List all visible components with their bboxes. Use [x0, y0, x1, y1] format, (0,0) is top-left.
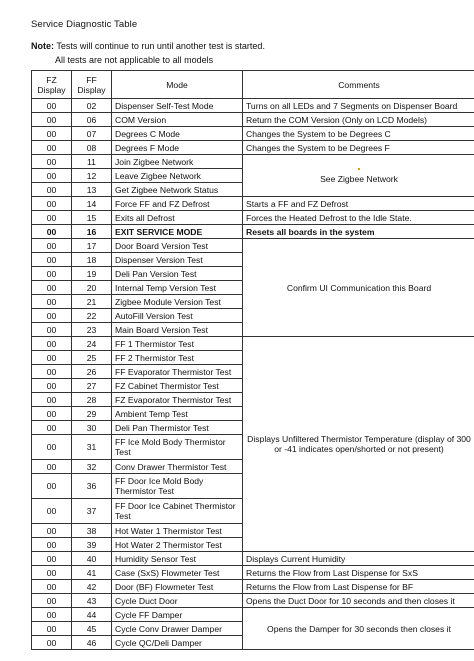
mode-cell: FZ Evaporator Thermistor Test: [112, 393, 243, 407]
marker-dot: [358, 168, 360, 170]
fz-cell: 00: [32, 225, 72, 239]
fz-cell: 00: [32, 393, 72, 407]
table-row: [32, 337, 474, 351]
table-row-exit-service: [32, 225, 474, 239]
mode-cell: FF 2 Thermistor Test: [112, 351, 243, 365]
mode-cell: Cycle QC/Deli Damper: [112, 636, 243, 650]
ff-cell: 43: [72, 594, 112, 608]
table-row: [32, 141, 474, 155]
fz-cell: 00: [32, 594, 72, 608]
header-comments: Comments: [243, 71, 474, 99]
fz-cell: 00: [32, 267, 72, 281]
fz-cell: 00: [32, 127, 72, 141]
mode-cell: EXIT SERVICE MODE: [112, 225, 243, 239]
fz-cell: 00: [32, 622, 72, 636]
table-row: [32, 594, 474, 608]
ff-cell: 42: [72, 580, 112, 594]
note-label: Note:: [31, 41, 54, 51]
mode-cell: FF Door Ice Cabinet Thermistor Test: [112, 499, 243, 524]
note-text: Tests will continue to run until another test is started.: [54, 41, 265, 51]
fz-cell: 00: [32, 407, 72, 421]
fz-cell: 00: [32, 211, 72, 225]
comment-cell: Resets all boards in the system: [243, 225, 474, 239]
fz-cell: 00: [32, 155, 72, 169]
mode-cell: AutoFill Version Test: [112, 309, 243, 323]
mode-cell: Ambient Temp Test: [112, 407, 243, 421]
comment-cell: Returns the Flow from Last Dispense for SxS: [243, 566, 474, 580]
ff-cell: 37: [72, 499, 112, 524]
mode-cell: Cycle Duct Door: [112, 594, 243, 608]
ff-cell: 18: [72, 253, 112, 267]
table-row: [32, 155, 474, 169]
table-row: [32, 127, 474, 141]
table-row: [32, 580, 474, 594]
ff-cell: 02: [72, 99, 112, 113]
fz-cell: 00: [32, 474, 72, 499]
comment-cell: Starts a FF and FZ Defrost: [243, 197, 474, 211]
fz-cell: 00: [32, 239, 72, 253]
mode-cell: Door (BF) Flowmeter Test: [112, 580, 243, 594]
comment-cell: Returns the Flow from Last Dispense for BF: [243, 580, 474, 594]
table-row: [32, 608, 474, 622]
mode-cell: Cycle FF Damper: [112, 608, 243, 622]
mode-cell: Internal Temp Version Test: [112, 281, 243, 295]
fz-cell: 00: [32, 365, 72, 379]
fz-cell: 00: [32, 337, 72, 351]
mode-cell: Force FF and FZ Defrost: [112, 197, 243, 211]
mode-cell: FF 1 Thermistor Test: [112, 337, 243, 351]
table-row: [32, 211, 474, 225]
table-row: [32, 239, 474, 253]
ff-cell: 31: [72, 435, 112, 460]
ff-cell: 19: [72, 267, 112, 281]
fz-cell: 00: [32, 113, 72, 127]
table-row: [32, 99, 474, 113]
header-ff-display: FF Display: [72, 71, 112, 99]
page-title: Service Diagnostic Table: [31, 19, 138, 30]
fz-cell: 00: [32, 351, 72, 365]
mode-cell: Humidity Sensor Test: [112, 552, 243, 566]
fz-cell: 00: [32, 435, 72, 460]
diagnostic-table: [31, 70, 474, 650]
ff-cell: 44: [72, 608, 112, 622]
mode-cell: Degrees C Mode: [112, 127, 243, 141]
fz-cell: 00: [32, 580, 72, 594]
mode-cell: Deli Pan Version Test: [112, 267, 243, 281]
ff-cell: 26: [72, 365, 112, 379]
comment-cell-ui-communication: Confirm UI Communication this Board: [243, 239, 474, 337]
ff-cell: 45: [72, 622, 112, 636]
comment-cell: Turns on all LEDs and 7 Segments on Dispenser Board: [243, 99, 474, 113]
ff-cell: 28: [72, 393, 112, 407]
mode-cell: Zigbee Module Version Test: [112, 295, 243, 309]
mode-cell: Cycle Conv Drawer Damper: [112, 622, 243, 636]
table-row: [32, 566, 474, 580]
fz-cell: 00: [32, 183, 72, 197]
ff-cell: 32: [72, 460, 112, 474]
fz-cell: 00: [32, 295, 72, 309]
ff-cell: 23: [72, 323, 112, 337]
ff-cell: 24: [72, 337, 112, 351]
table-row: [32, 113, 474, 127]
mode-cell: Conv Drawer Thermistor Test: [112, 460, 243, 474]
mode-cell: Degrees F Mode: [112, 141, 243, 155]
ff-cell: 46: [72, 636, 112, 650]
header-mode: Mode: [112, 71, 243, 99]
fz-cell: 00: [32, 281, 72, 295]
mode-cell: FZ Cabinet Thermistor Test: [112, 379, 243, 393]
table-row: [32, 197, 474, 211]
ff-cell: 40: [72, 552, 112, 566]
ff-cell: 11: [72, 155, 112, 169]
comment-cell: Opens the Duct Door for 10 seconds and then closes it: [243, 594, 474, 608]
comment-cell: Return the COM Version (Only on LCD Models): [243, 113, 474, 127]
note-line: [31, 41, 265, 51]
mode-cell: Get Zigbee Network Status: [112, 183, 243, 197]
fz-cell: 00: [32, 323, 72, 337]
mode-cell: Exits all Defrost: [112, 211, 243, 225]
fz-cell: 00: [32, 636, 72, 650]
fz-cell: 00: [32, 169, 72, 183]
fz-cell: 00: [32, 253, 72, 267]
fz-cell: 00: [32, 460, 72, 474]
mode-cell: Leave Zigbee Network: [112, 169, 243, 183]
ff-cell: 14: [72, 197, 112, 211]
mode-cell: Join Zigbee Network: [112, 155, 243, 169]
fz-cell: 00: [32, 197, 72, 211]
ff-cell: 17: [72, 239, 112, 253]
fz-cell: 00: [32, 608, 72, 622]
fz-cell: 00: [32, 309, 72, 323]
mode-cell: Dispenser Self-Test Mode: [112, 99, 243, 113]
comment-cell-damper: Opens the Damper for 30 seconds then closes it: [243, 608, 474, 650]
fz-cell: 00: [32, 421, 72, 435]
ff-cell: 21: [72, 295, 112, 309]
ff-cell: 39: [72, 538, 112, 552]
ff-cell: 06: [72, 113, 112, 127]
note-line-2: All tests are not applicable to all models: [55, 55, 214, 65]
mode-cell: Dispenser Version Test: [112, 253, 243, 267]
mode-cell: FF Door Ice Mold Body Thermistor Test: [112, 474, 243, 499]
mode-cell: Main Board Version Test: [112, 323, 243, 337]
ff-cell: 38: [72, 524, 112, 538]
fz-cell: 00: [32, 499, 72, 524]
ff-cell: 22: [72, 309, 112, 323]
mode-cell: Hot Water 2 Thermistor Test: [112, 538, 243, 552]
ff-cell: 13: [72, 183, 112, 197]
ff-cell: 41: [72, 566, 112, 580]
fz-cell: 00: [32, 141, 72, 155]
comment-cell: Forces the Heated Defrost to the Idle State.: [243, 211, 474, 225]
comment-cell-thermistor: Displays Unfiltered Thermistor Temperature (display of 300 or -41 indicates open/shorted or not present): [243, 337, 474, 552]
ff-cell: 25: [72, 351, 112, 365]
ff-cell: 12: [72, 169, 112, 183]
ff-cell: 36: [72, 474, 112, 499]
ff-cell: 07: [72, 127, 112, 141]
mode-cell: Door Board Version Test: [112, 239, 243, 253]
ff-cell: 16: [72, 225, 112, 239]
comment-cell: Changes the System to be Degrees F: [243, 141, 474, 155]
ff-cell: 27: [72, 379, 112, 393]
ff-cell: 15: [72, 211, 112, 225]
ff-cell: 20: [72, 281, 112, 295]
comment-cell: Changes the System to be Degrees C: [243, 127, 474, 141]
ff-cell: 29: [72, 407, 112, 421]
table-row: [32, 552, 474, 566]
mode-cell: COM Version: [112, 113, 243, 127]
ff-cell: 30: [72, 421, 112, 435]
mode-cell: Case (SxS) Flowmeter Test: [112, 566, 243, 580]
fz-cell: 00: [32, 538, 72, 552]
comment-cell: Displays Current Humidity: [243, 552, 474, 566]
fz-cell: 00: [32, 524, 72, 538]
mode-cell: Deli Pan Thermistor Test: [112, 421, 243, 435]
fz-cell: 00: [32, 552, 72, 566]
fz-cell: 00: [32, 99, 72, 113]
mode-cell: FF Evaporator Thermistor Test: [112, 365, 243, 379]
fz-cell: 00: [32, 379, 72, 393]
fz-cell: 00: [32, 566, 72, 580]
mode-cell: FF Ice Mold Body Thermistor Test: [112, 435, 243, 460]
ff-cell: 08: [72, 141, 112, 155]
comment-cell-zigbee: [243, 155, 474, 197]
comment-text: See Zigbee Network: [320, 173, 398, 184]
mode-cell: Hot Water 1 Thermistor Test: [112, 524, 243, 538]
header-fz-display: FZ Display: [32, 71, 72, 99]
